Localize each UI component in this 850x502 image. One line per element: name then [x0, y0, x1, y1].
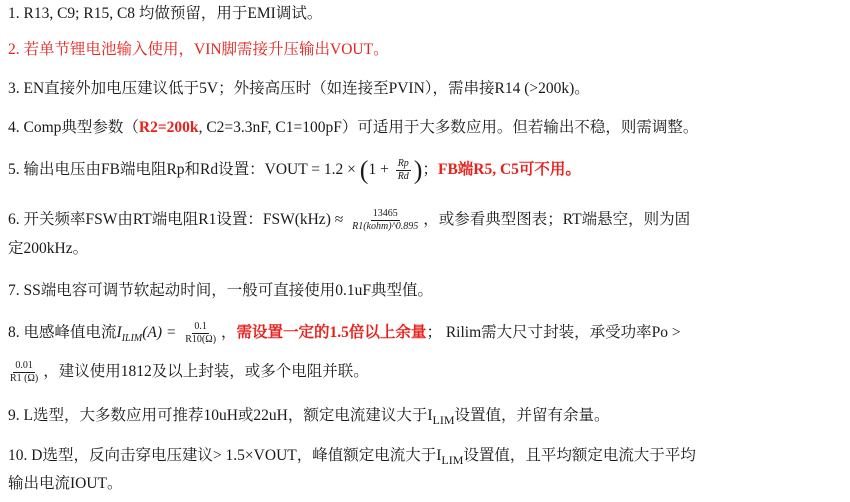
power-fraction: $\frac{0.01}{R1 (\Omega)}$: [10, 360, 39, 384]
ilim-fraction: $\frac{0.1}{R10(\Omega)}$: [185, 321, 217, 345]
note-5: 5. 输出电压由FB端电阻Rp和Rd设置：VOUT = 1.2 × (1 + $\frac{Rp}{Rd}$ )；FB端R5, C5可不用。: [8, 155, 581, 185]
note-7: 7. SS端电容可调节软起动时间，一般可直接使用0.1uF典型值。: [8, 282, 433, 299]
note-2: 2. 若单节锂电池输入使用，VIN脚需接升压输出VOUT。: [8, 41, 389, 58]
vout-fraction: $\frac{Rp}{Rd}$: [397, 158, 409, 182]
note-10: 10. D选型，反向击穿电压建议> 1.5×VOUT，峰值额定电流大于$I_{LIM}$设置值，且平均额定电流大于平均: [8, 447, 696, 468]
note-10-cont: 输出电流IOUT。: [8, 475, 123, 492]
note-6-cont: 定200kHz。: [8, 240, 89, 257]
note-4-highlight: R2=200k: [138, 119, 199, 136]
note-3: 3. EN直接外加电压建议低于5V；外接高压时（如连接至PVIN），需串接R14 (>200k)。: [8, 80, 590, 97]
note-8-cont: $\frac{0.01}{R1 (\Omega)}$ ，建议使用1812及以上封装，或多个电阻并联。: [10, 360, 369, 384]
note-4: 4. Comp典型参数（R2=200k, C2=3.3nF, C1=100pF）可适用于大多数应用。但若输出不稳，则需调整。: [8, 119, 699, 136]
fsw-fraction: $\frac{13465}{\text{R1(kohm)\textasciicircum{}0.895}}$: [352, 208, 419, 232]
note-1: 1. R13, C9; R15, C8 均做预留，用于EMI调试。: [8, 5, 323, 22]
note-8: 8. 电感峰值电流$I_{ILIM}(A)$ = $\frac{0.1}{R10(\Omega)}$ ，需设置一定的1.5倍以上余量； Rilim需大尺寸封装，承受功率Po >: [8, 321, 681, 345]
note-9: 9. L选型，大多数应用可推荐10uH或22uH，额定电流建议大于$I_{LIM}$设置值，并留有余量。: [8, 407, 610, 428]
note-6: 6. 开关频率FSW由RT端电阻R1设置：FSW(kHz) ≈ $\frac{13465}{\text{R1(kohm)\textasciicircum{}0.895}}$ ，或参看典型图表；RT端悬空，则为固: [8, 208, 691, 232]
